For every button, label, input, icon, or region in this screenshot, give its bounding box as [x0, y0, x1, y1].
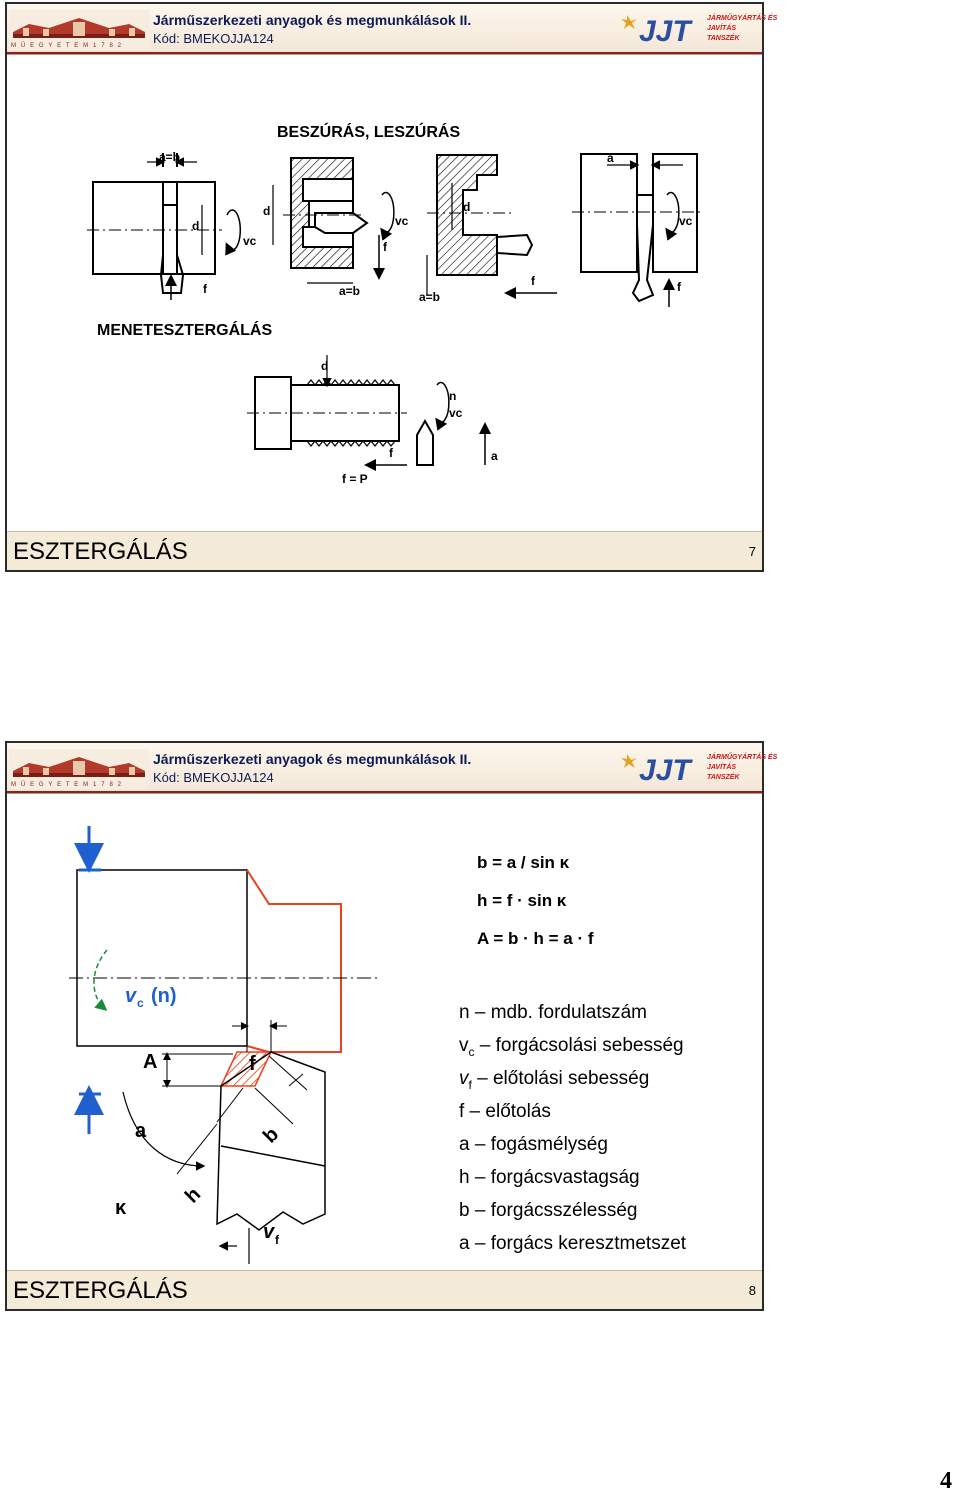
- label-f: f: [203, 282, 207, 296]
- footer-title: ESZTERGÁLÁS: [13, 1277, 188, 1304]
- tool-shank-line: [221, 1146, 325, 1166]
- rotation-arrow: [94, 950, 107, 1009]
- label-a: a: [135, 1120, 147, 1142]
- formula-h: h = f · sin κ: [477, 891, 567, 910]
- tool-body: [217, 1086, 325, 1230]
- label-f-3: f: [531, 274, 535, 288]
- department-logo-mark: JJT: [639, 754, 691, 787]
- label-h: h: [180, 1183, 206, 1208]
- workpiece: [77, 870, 247, 1046]
- legend-item: $v_f$ – előtolási sebesség: [459, 1068, 650, 1092]
- slide-7: [5, 2, 778, 572]
- formula-b: b = a / sin κ: [477, 853, 570, 872]
- header-rule: [7, 52, 762, 54]
- legend-item: $v_c$ – forgácsolási sebesség: [459, 1035, 684, 1059]
- grooving-sketch-3: [427, 155, 557, 295]
- label-vc-thread: vc: [449, 406, 463, 420]
- page-number: 4: [940, 1468, 952, 1494]
- slide-footer: [7, 531, 762, 570]
- heading-threading: MENETESZTERGÁLÁS: [97, 322, 273, 339]
- slide-footer: [7, 1270, 762, 1309]
- logo-caption: M Ű E G Y E T E M 1 7 8 2: [11, 43, 123, 49]
- legend-item: a – forgács keresztmetszet: [459, 1233, 687, 1254]
- formula-block: [477, 853, 594, 967]
- label-vf: v: [263, 1221, 275, 1243]
- label-vf-sub: f: [275, 1233, 279, 1247]
- slide-header: [7, 4, 778, 55]
- legend-item: f – előtolás: [459, 1101, 551, 1122]
- label-a-eq-b-3: a=b: [419, 290, 441, 304]
- label-a-thread: a: [491, 449, 498, 463]
- department-logo: [621, 7, 778, 51]
- legend-item: a – fogásmélység: [459, 1134, 608, 1155]
- label-n: (n): [151, 985, 177, 1007]
- chip-geometry-diagram: [7, 794, 457, 1274]
- slide-8: [5, 741, 778, 1311]
- label-a-4: a: [607, 151, 614, 165]
- header-rule: [7, 791, 762, 793]
- machined-surface: [247, 870, 341, 1052]
- course-title: Járműszerkezeti anyagok és megmunkálások II.: [153, 12, 472, 28]
- department-logo-mark: JJT: [639, 15, 691, 48]
- label-n-thread: n: [449, 389, 457, 403]
- label-A: A: [143, 1051, 158, 1073]
- grooving-threading-drawing: [7, 55, 762, 533]
- label-f-4: f: [677, 280, 681, 294]
- label-d-3: d: [463, 200, 471, 214]
- course-title: Járműszerkezeti anyagok és megmunkálások II.: [153, 751, 472, 767]
- label-f-thread: f: [389, 446, 393, 460]
- slide-number: 8: [748, 1283, 756, 1298]
- legend-item: h – forgácsvastagság: [459, 1167, 640, 1188]
- department-logo-line1: JÁRMŰGYÁRTÁS ÉS: [707, 15, 778, 22]
- slide-number: 7: [748, 544, 756, 559]
- label-d: d: [192, 219, 200, 233]
- logo-caption: M Ű E G Y E T E M 1 7 8 2: [11, 782, 123, 788]
- footer-title: ESZTERGÁLÁS: [13, 538, 188, 565]
- department-logo-line3: TANSZÉK: [707, 774, 740, 781]
- label-a-eq-b: a=b: [159, 150, 181, 164]
- university-logo: [9, 749, 149, 789]
- label-f: f: [249, 1053, 256, 1075]
- department-logo-line2: JAVÍTÁS: [707, 764, 737, 771]
- department-logo-line1: JÁRMŰGYÁRTÁS ÉS: [707, 754, 778, 761]
- formula-A: A = b · h = a · f: [477, 929, 594, 948]
- symbol-legend: [459, 1002, 686, 1266]
- legend-item: n – mdb. fordulatszám: [459, 1002, 647, 1023]
- course-code: Kód: BMEKOJJA124: [153, 31, 274, 46]
- grooving-sketch-2: [273, 158, 394, 283]
- label-vc: v: [125, 985, 137, 1007]
- legend-item: b – forgácsszélesség: [459, 1200, 638, 1221]
- label-d-thread: d: [321, 359, 329, 373]
- department-logo-line2: JAVÍTÁS: [707, 25, 737, 32]
- grooving-sketch-1: [87, 153, 240, 300]
- label-d-2: d: [263, 204, 271, 218]
- heading-grooving: BESZÚRÁS, LESZÚRÁS: [277, 124, 461, 141]
- label-f-2: f: [383, 240, 387, 254]
- department-logo: [621, 746, 778, 790]
- label-b: b: [258, 1123, 284, 1148]
- department-logo-line3: TANSZÉK: [707, 35, 740, 42]
- label-vc-sub: c: [137, 996, 144, 1010]
- label-vc-4: vc: [679, 214, 693, 228]
- label-vc: vc: [243, 234, 257, 248]
- university-logo: [9, 10, 149, 50]
- slide-header: [7, 743, 778, 794]
- grooving-sketch-4: [572, 154, 702, 307]
- label-a-eq-b-2: a=b: [339, 284, 361, 298]
- label-kappa: κ: [115, 1197, 127, 1219]
- label-f-eq-p: f = P: [342, 472, 368, 486]
- label-vc-2: vc: [395, 214, 409, 228]
- course-code: Kód: BMEKOJJA124: [153, 770, 274, 785]
